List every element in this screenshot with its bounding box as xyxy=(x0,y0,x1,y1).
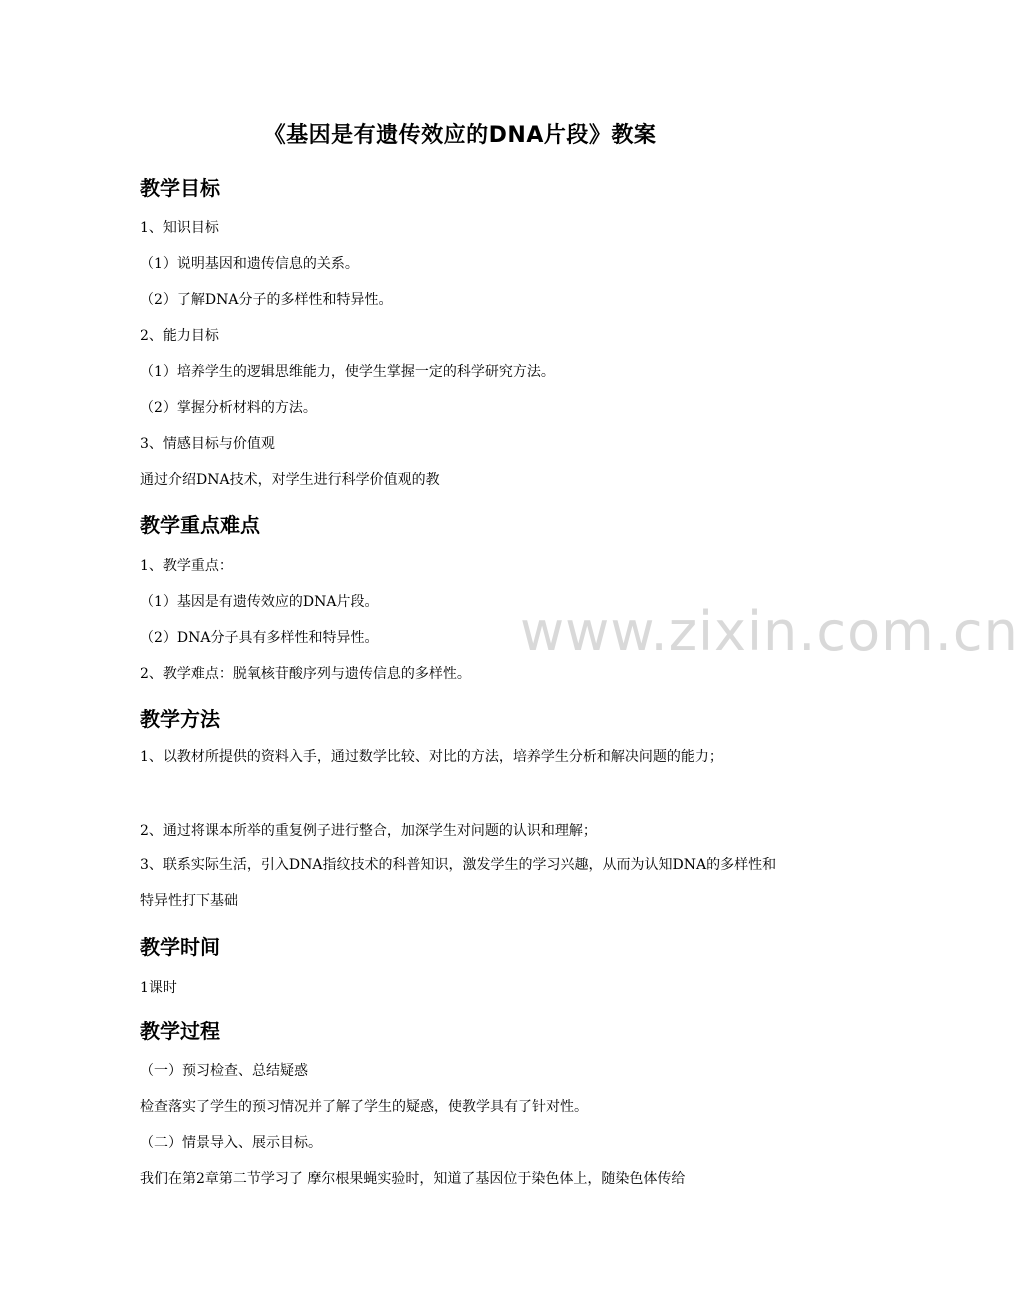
paragraph: （一）预习检查、总结疑惑 xyxy=(140,1063,308,1079)
paragraph: 我们在第2章第二节学习了 摩尔根果蝇实验时，知道了基因位于染色体上，随染色体传给 xyxy=(140,1171,686,1187)
watermark: www.zixin.com.cn xyxy=(520,600,1019,663)
paragraph: （1）基因是有遗传效应的DNA片段。 xyxy=(140,594,379,610)
paragraph: 2、通过将课本所举的重复例子进行整合，加深学生对问题的认识和理解； xyxy=(140,823,597,839)
section-heading-methods: 教学方法 xyxy=(140,707,220,731)
paragraph: 2、能力目标 xyxy=(140,328,219,344)
section-heading-time: 教学时间 xyxy=(140,935,220,959)
paragraph: 2、教学难点：脱氧核苷酸序列与遗传信息的多样性。 xyxy=(140,666,471,682)
paragraph: 通过介绍DNA技术，对学生进行科学价值观的教 xyxy=(140,472,440,488)
section-heading-process: 教学过程 xyxy=(140,1019,220,1043)
paragraph: （2）了解DNA分子的多样性和特异性。 xyxy=(140,292,393,308)
document-title: 《基因是有遗传效应的DNA片段》教案 xyxy=(263,123,657,148)
paragraph: （1）说明基因和遗传信息的关系。 xyxy=(140,256,359,272)
paragraph: （1）培养学生的逻辑思维能力，使学生掌握一定的科学研究方法。 xyxy=(140,364,555,380)
paragraph: 3、情感目标与价值观 xyxy=(140,436,275,452)
paragraph: （二）情景导入、展示目标。 xyxy=(140,1135,322,1151)
section-heading-goals: 教学目标 xyxy=(140,176,220,200)
paragraph: 1、知识目标 xyxy=(140,220,219,236)
section-heading-keypoints: 教学重点难点 xyxy=(140,513,260,537)
paragraph: （2）掌握分析材料的方法。 xyxy=(140,400,317,416)
paragraph: 检查落实了学生的预习情况并了解了学生的疑惑，使教学具有了针对性。 xyxy=(140,1099,588,1115)
paragraph: 1、以教材所提供的资料入手，通过数学比较、对比的方法，培养学生分析和解决问题的能力； xyxy=(140,749,723,765)
paragraph: 1、教学重点： xyxy=(140,558,233,574)
paragraph: 3、联系实际生活，引入DNA指纹技术的科普知识，激发学生的学习兴趣，从而为认知DNA的多样性和特异性打下基础 xyxy=(140,857,777,909)
paragraph: 1课时 xyxy=(140,980,177,996)
paragraph: （2）DNA分子具有多样性和特异性。 xyxy=(140,630,379,646)
